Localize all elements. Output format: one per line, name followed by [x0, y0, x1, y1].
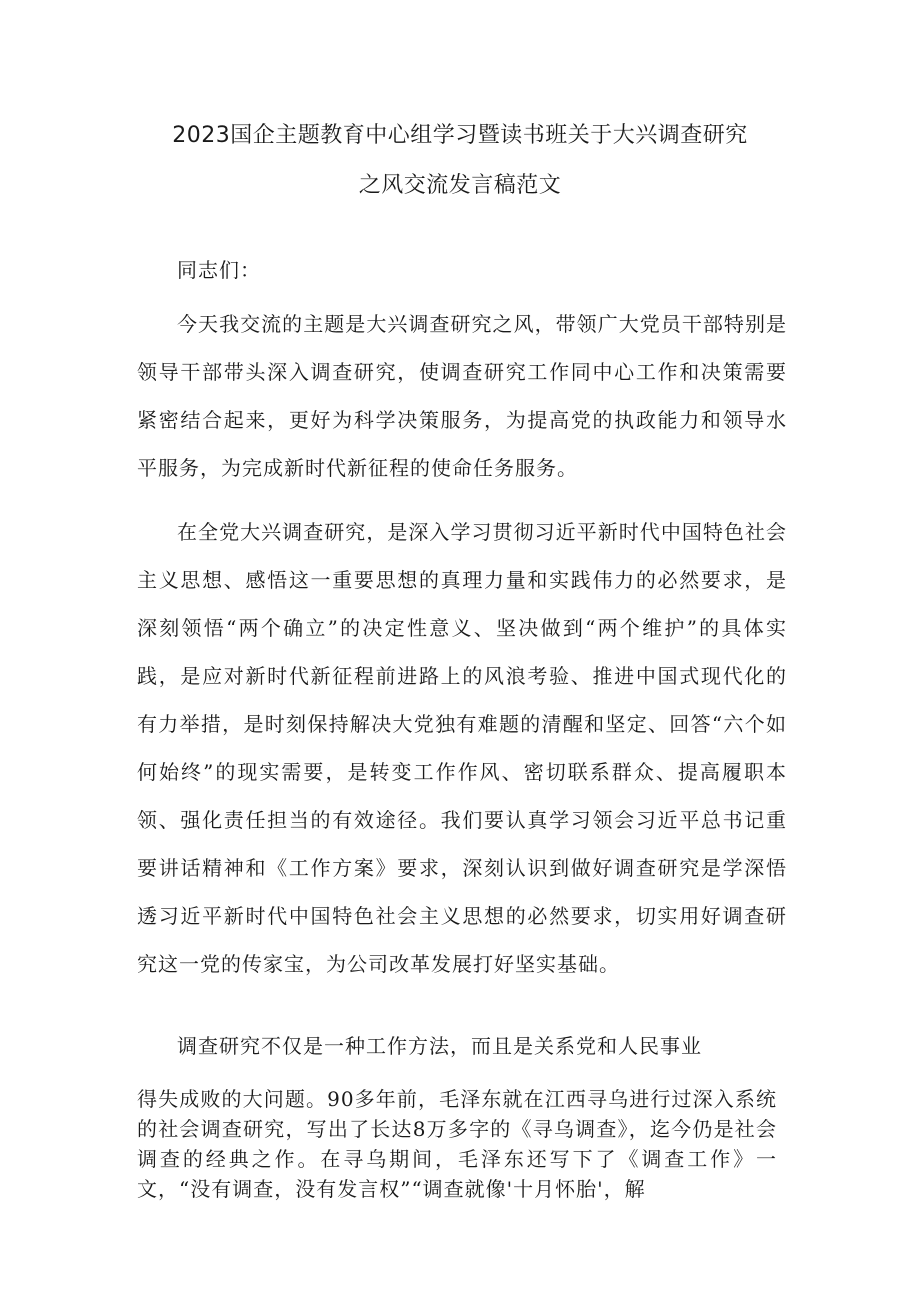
document-title-line-2: 之风交流发言稿范文 — [358, 173, 562, 198]
paragraph-2: 在全党大兴调查研究，是深入学习贯彻习近平新时代中国特色社会主义思想、感悟这一重要思想的真理力量和实践伟力的必然要求，是深刻领悟“两个确立”的决定性意义、坚决做到“两个维护”的具体实践，是应对新时代新征程前进路上的风浪考验、推进中国式现代化的有力举措，是时刻保持解决大党独有难题的清醒和坚定、回答“六个如何始终”的现实需要，是转变工作作风、密切联系群众、提高履职本领、强化责任担当的有效途径。我们要认真学习领会习近平总书记重要讲话精神和《工作方案》要求，深刻认识到做好调查研究是学深悟透习近平新时代中国特色社会主义思想的必然要求，切实用好调查研究这一党的传家宝，为公司改革发展打好坚实基础。 — [137, 520, 787, 976]
document-title-line-1: 2023国企主题教育中心组学习暨读书班关于大兴调查研究 — [172, 123, 748, 148]
paragraph-1: 今天我交流的主题是大兴调查研究之风，带领广大党员干部特别是领导干部带头深入调查研究，使调查研究工作同中心工作和决策需要紧密结合起来，更好为科学决策服务，为提高党的执政能力和领导水平服务，为完成新时代新征程的使命任务服务。 — [137, 312, 787, 480]
salutation: 同志们： — [177, 258, 261, 282]
paragraph-3-first-line: 调查研究不仅是一种工作方法，而且是关系党和人民事业 — [177, 1034, 702, 1058]
paragraph-3-continuation: 得失成败的大问题。90多年前，毛泽东就在江西寻乌进行过深入系统的社会调查研究，写出了长达8万多字的《寻乌调查》，迄今仍是社会调查的经典之作。在寻乌期间，毛泽东还写下了《调查工作》一文，“没有调查，没有发言权”“调查就像'十月怀胎'，解 — [137, 1087, 777, 1201]
